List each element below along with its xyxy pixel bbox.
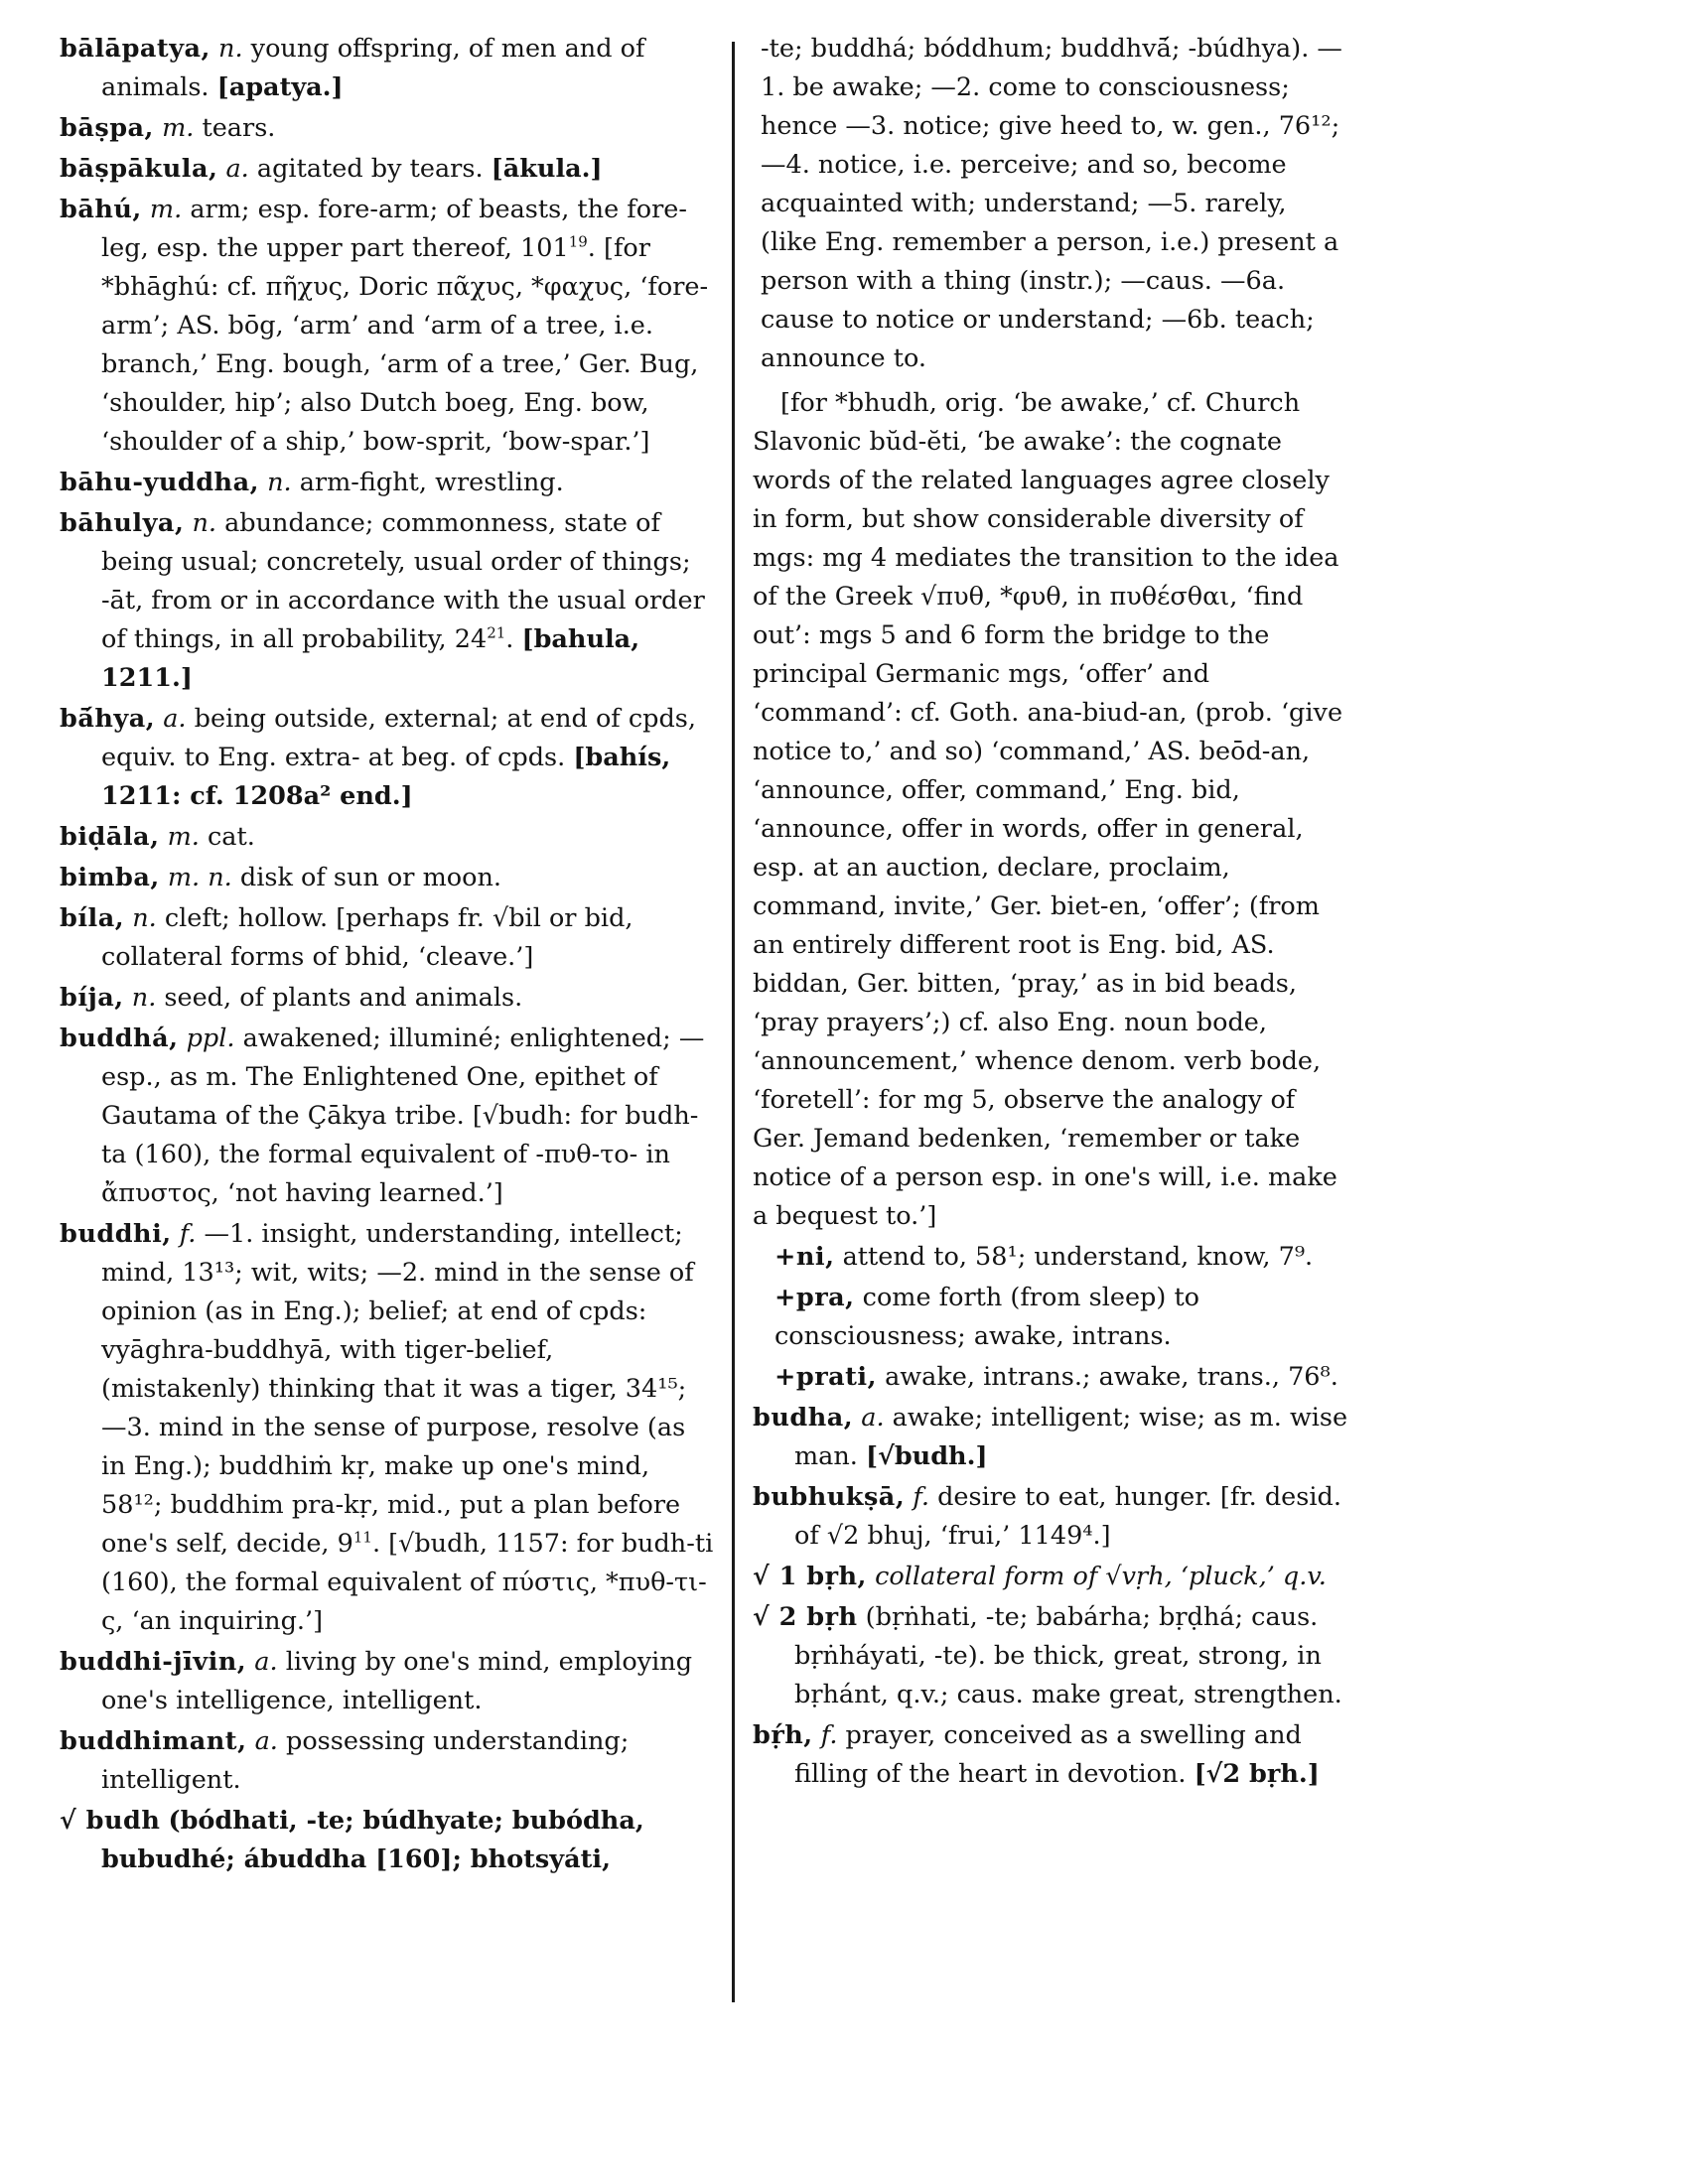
- definition: awake; intelligent; wise; as m. wise man.: [794, 1403, 1348, 1471]
- headword: bíja,: [60, 983, 124, 1013]
- definition: arm; esp. fore-arm; of beasts, the fore-leg, esp. the upper part thereof, 101: [101, 195, 687, 263]
- grammar-label: a.: [861, 1403, 885, 1433]
- definition: prayer, conceived as a swelling and filling of the heart in devotion.: [794, 1720, 1302, 1789]
- dictionary-entry: [60, 1722, 715, 1800]
- headword: +pra,: [774, 1283, 855, 1312]
- headword: buddhimant,: [60, 1726, 247, 1756]
- dictionary-entry: [60, 464, 715, 502]
- definition: (bṛṅhati, -te; babárha; bṛḍhá; caus. bṛṅháyati, -te). be thick, great, strong, in bṛhánt, q.v.; caus. make great, strengthen.: [794, 1602, 1342, 1709]
- headword: bā́hya,: [60, 704, 156, 734]
- headword: bṛ́h,: [753, 1720, 813, 1750]
- definition: come forth (from sleep) to consciousness; awake, intrans.: [774, 1283, 1200, 1351]
- headword: +prati,: [774, 1362, 877, 1392]
- grammar-label: f.: [179, 1219, 197, 1249]
- etymology-ref: [apatya.]: [216, 72, 344, 102]
- grammar-label: m.: [167, 822, 200, 852]
- dictionary-entry: [60, 818, 715, 857]
- etymology-ref: [fr. desid. of √2 bhuj, ‘frui,’ 1149⁴.]: [794, 1482, 1341, 1551]
- grammar-label: n.: [192, 508, 216, 538]
- dictionary-entry: [60, 899, 715, 977]
- etymology-ref: [perhaps fr. √bil or bid, collateral forms of bhid, ‘cleave.’]: [101, 903, 633, 972]
- headword: bāṣpa,: [60, 113, 154, 143]
- headword: √ 2 bṛh: [753, 1602, 858, 1632]
- grammar-label: a.: [254, 1726, 278, 1756]
- dictionary-entry: bāhú, m. arm; esp. fore-arm; of beasts, the fore-leg, esp. the upper part thereof, $101^{19}$. [for *bhāghú: cf. πῆχυς, Doric πᾶχυς, *φαχυς, ‘fore-arm’; AS. bōg, ‘arm’ and ‘arm of a tree, i.e. branch,’ Eng. bough, ‘arm of a tree,’ Ger. Bug, ‘shoulder, hip’; also Dutch boeg, Eng. bow, ‘shoulder of a ship,’ bow-sprit, ‘bow-spar.’]: [60, 195, 709, 457]
- line-ref: 11: [352, 1528, 372, 1547]
- dictionary-entry: [753, 1716, 1350, 1794]
- headword: bālāpatya,: [60, 34, 211, 64]
- dictionary-entry: [60, 700, 715, 816]
- definition: possessing understanding; intelligent.: [101, 1726, 630, 1795]
- etymology-ref: [ākula.]: [491, 154, 603, 184]
- etymology-ref: [√budh.]: [866, 1441, 988, 1471]
- definition: -te; buddhá; bóddhum; buddhvā́; -búdhya). —1. be awake; —2. come to consciousness; hence —3. notice; give heed to, w. gen., 76¹²; —4. notice, i.e. perceive; and so, become acquainted with; understand; —5. rarely, (like Eng. remember a person, i.e.) present a person with a thing (instr.); —caus. —6a. cause to notice or understand; —6b. teach; announce to.: [761, 34, 1342, 373]
- definition: collateral form of √vṛh, ‘pluck,’ q.v.: [875, 1562, 1327, 1591]
- definition: abundance; commonness, state of being usual; concretely, usual order of things; -āt, from or in accordance with the usual order of things, in all probability, 24: [101, 508, 705, 654]
- dictionary-entry: buddhi, f. —1. insight, understanding, intellect; mind, 13¹³; wit, wits; —2. mind in the sense of opinion (as in Eng.); belief; at end of cpds: vyāghra-buddhyā, with tiger-belief, (mistakenly) thinking that it was a tiger, 34¹⁵; —3. mind in the sense of purpose, resolve (as in Eng.); buddhiṁ kṛ, make up one's mind, 58¹²; buddhim pra-kṛ, mid., put a plan before one's self, decide, $9^{11}$. [√budh, 1157: for budh-ti (160), the formal equivalent of πύστις, *πυθ-τι-ς, ‘an inquiring.’]: [60, 1219, 714, 1636]
- headword: √ budh: [60, 1806, 161, 1836]
- etymology-paragraph: [753, 384, 1350, 1236]
- line-ref: 19: [568, 232, 588, 251]
- dictionary-entry: [60, 1020, 715, 1213]
- definition: young offspring, of men and of animals.: [101, 34, 645, 102]
- dictionary-entry: [753, 1598, 1350, 1714]
- left-column: [60, 30, 715, 1881]
- grammar-label: m.: [149, 195, 183, 224]
- definition: awake, intrans.; awake, trans., 76⁸.: [885, 1362, 1338, 1392]
- dictionary-entry: [60, 30, 715, 107]
- definition: cleft; hollow.: [164, 903, 329, 933]
- dictionary-entry: [753, 1478, 1350, 1556]
- dictionary-entry: [60, 150, 715, 189]
- etymology-ref: [√2 bṛh.]: [1194, 1759, 1320, 1789]
- headword: bāhu-yuddha,: [60, 468, 259, 497]
- etymology-ref: [for *bhāghú: cf. πῆχυς, Doric πᾶχυς, *φαχυς, ‘fore-arm’; AS. bōg, ‘arm’ and ‘arm of a tree, i.e. branch,’ Eng. bough, ‘arm of a tree,’ Ger. Bug, ‘shoulder, hip’; also Dutch boeg, Eng. bow, ‘shoulder of a ship,’ bow-sprit, ‘bow-spar.’]: [101, 233, 709, 457]
- grammar-label: a.: [254, 1647, 278, 1677]
- headword: budha,: [753, 1403, 854, 1433]
- line-ref: 21: [487, 623, 506, 642]
- dictionary-entry: [60, 1802, 715, 1879]
- grammar-label: f.: [820, 1720, 838, 1750]
- definition: seed, of plants and animals.: [164, 983, 523, 1013]
- etymology-ref: [√budh, 1157: for budh-ti (160), the formal equivalent of πύστις, *πυθ-τι-ς, ‘an inquiring.’]: [101, 1529, 714, 1636]
- grammar-label: n.: [132, 903, 157, 933]
- headword: buddhi,: [60, 1219, 172, 1249]
- grammar-label: ppl.: [186, 1024, 235, 1053]
- dictionary-entry: [60, 979, 715, 1018]
- dictionary-entry: [60, 1643, 715, 1720]
- headword: bíla,: [60, 903, 125, 933]
- definition: being outside, external; at end of cpds, equiv. to Eng. extra- at beg. of cpds.: [101, 704, 696, 772]
- etymology-ref: [√budh: for budh-ta (160), the formal equivalent of -πυθ-το- in ἄπυστος, ‘not having learned.’]: [101, 1101, 699, 1208]
- headword: bāhú,: [60, 195, 142, 224]
- definition: —1. insight, understanding, intellect; mind, 13¹³; wit, wits; —2. mind in the sense of opinion (as in Eng.); belief; at end of cpds: vyāghra-buddhyā, with tiger-belief, (mistakenly) thinking that it was a tiger, 34¹⁵; —3. mind in the sense of purpose, resolve (as in Eng.); buddhiṁ kṛ, make up one's mind, 58¹²; buddhim pra-kṛ, mid., put a plan before one's self, decide, 9: [101, 1219, 694, 1559]
- dictionary-entry: [753, 1399, 1350, 1476]
- headword: buddhi-jīvin,: [60, 1647, 247, 1677]
- column-divider: [732, 42, 735, 2002]
- etymology-ref: [bahís, 1211: cf. 1208a² end.]: [101, 743, 671, 811]
- dictionary-entry: [60, 859, 715, 897]
- right-column: [753, 30, 1350, 1796]
- headword: buddhá,: [60, 1024, 179, 1053]
- definition: agitated by tears.: [256, 154, 484, 184]
- definition: tears.: [202, 113, 276, 143]
- grammar-label: m. n.: [167, 863, 232, 892]
- dictionary-entry: bāhulya, n. abundance; commonness, state of being usual; concretely, usual order of things; -āt, from or in accordance with the usual order of things, in all probability, $24^{21}$. [bahula, 1211.]: [60, 508, 705, 693]
- dictionary-entry: [60, 109, 715, 148]
- dictionary-subentry: [767, 1279, 1350, 1356]
- headword: +ni,: [774, 1242, 835, 1272]
- entry-continuation: [753, 30, 1350, 378]
- grammar-label: m.: [162, 113, 195, 143]
- grammar-label: a.: [225, 154, 249, 184]
- grammar-label: n.: [267, 468, 292, 497]
- grammar-label: f.: [913, 1482, 929, 1512]
- headword: bimba,: [60, 863, 160, 892]
- dictionary-subentry: [767, 1358, 1350, 1397]
- definition: cat.: [207, 822, 255, 852]
- definition: (bódhati, -te; búdhyate; bubódha, bubudhé; ábuddha [160]; bhotsyáti,: [101, 1806, 644, 1874]
- definition: living by one's mind, employing one's intelligence, intelligent.: [101, 1647, 693, 1715]
- grammar-label: n.: [218, 34, 243, 64]
- headword: bāṣpākula,: [60, 154, 218, 184]
- dictionary-subentry: [767, 1238, 1350, 1277]
- etymology-ref: [bahula, 1211.]: [101, 624, 640, 693]
- definition: arm-fight, wrestling.: [299, 468, 564, 497]
- headword: √ 1 bṛh,: [753, 1562, 867, 1591]
- grammar-label: n.: [131, 983, 157, 1013]
- etymology: [for *bhudh, orig. ‘be awake,’ cf. Church Slavonic bŭd-ĕti, ‘be awake’: the cognate words of the related languages agree closely in form, but show considerable diversity of mgs: mg 4 mediates the transition to the idea of the Greek √πυθ, *φυθ, in πυθέσθαι, ‘find out’: mgs 5 and 6 form the bridge to the principal Germanic mgs, ‘offer’ and ‘command’: cf. Goth. ana-biud-an, (prob. ‘give notice to,’ and so) ‘command,’ AS. beōd-an, ‘announce, offer, command,’ Eng. bid, ‘announce, offer in words, offer in general, esp. at an auction, declare, proclaim, command, invite,’ Ger. biet-en, ‘offer’; (from an entirely different root is Eng. bid, AS. biddan, Ger. bitten, ‘pray,’ as in bid beads, ‘pray prayers’;) cf. also Eng. noun bode, ‘announcement,’ whence denom. verb bode, ‘foretell’: for mg 5, observe the analogy of Ger. Jemand bedenken, ‘remember or take notice of a person esp. in one's will, i.e. make a bequest to.’]: [753, 388, 1343, 1231]
- definition: desire to eat, hunger.: [937, 1482, 1212, 1512]
- definition: awakened; illuminé; enlightened; —esp., as m. The Enlightened One, epithet of Gautama of the Çākya tribe.: [101, 1024, 705, 1131]
- dictionary-entry: [753, 1558, 1350, 1596]
- headword: bāhulya,: [60, 508, 185, 538]
- definition: disk of sun or moon.: [239, 863, 501, 892]
- headword: biḍāla,: [60, 822, 160, 852]
- grammar-label: a.: [163, 704, 187, 734]
- headword: bubhukṣā,: [753, 1482, 906, 1512]
- definition: attend to, 58¹; understand, know, 7⁹.: [842, 1242, 1314, 1272]
